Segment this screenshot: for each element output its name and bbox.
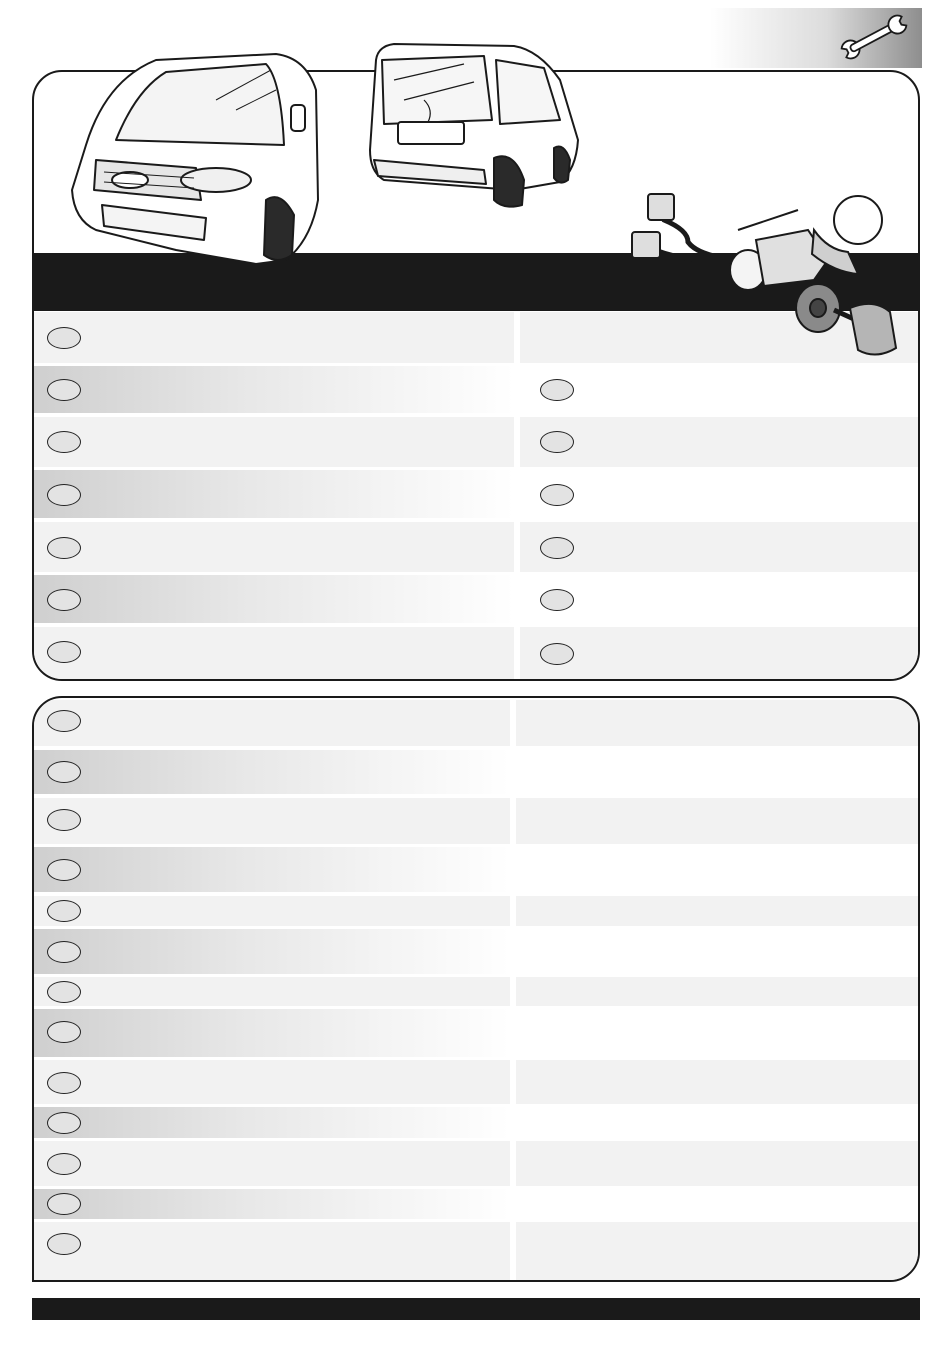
table-row — [520, 575, 920, 623]
table-row — [34, 1060, 510, 1104]
table-row — [34, 847, 510, 892]
item-marker — [47, 809, 81, 831]
van-front-view-illustration — [66, 50, 326, 270]
table-row — [516, 700, 920, 746]
item-marker — [47, 379, 81, 401]
table-row — [34, 977, 510, 1006]
item-marker — [47, 981, 81, 1003]
item-marker — [540, 643, 574, 665]
table-row — [34, 798, 510, 844]
item-marker — [47, 641, 81, 663]
table-row — [34, 366, 514, 413]
item-marker — [47, 1112, 81, 1134]
table-row — [34, 929, 510, 974]
table-row — [520, 627, 920, 680]
table-row — [34, 470, 514, 518]
item-marker — [47, 710, 81, 732]
table-row — [34, 417, 514, 467]
table-row — [516, 977, 920, 1006]
table-row — [34, 1107, 510, 1138]
table-row — [34, 1009, 510, 1057]
item-marker — [540, 537, 574, 559]
item-marker — [47, 761, 81, 783]
table-row — [34, 1141, 510, 1186]
item-marker — [47, 859, 81, 881]
table-row — [34, 700, 510, 746]
table-row — [520, 417, 920, 467]
table-row — [516, 1222, 920, 1280]
wrench-icon — [834, 12, 914, 62]
item-marker — [47, 431, 81, 453]
table-row — [516, 1141, 920, 1186]
item-marker — [47, 537, 81, 559]
item-marker — [47, 484, 81, 506]
table-row — [34, 627, 514, 680]
footer-bar — [32, 1298, 920, 1320]
item-marker — [540, 379, 574, 401]
table-row — [516, 1060, 920, 1104]
table-row — [520, 470, 920, 518]
item-marker — [540, 431, 574, 453]
item-marker — [47, 327, 81, 349]
item-marker — [540, 484, 574, 506]
parts-list-panel — [32, 696, 920, 1282]
table-row — [34, 1189, 510, 1219]
table-row — [520, 522, 920, 572]
item-marker — [47, 900, 81, 922]
item-marker — [47, 1021, 81, 1043]
item-marker — [47, 1233, 81, 1255]
item-marker — [540, 589, 574, 611]
table-row — [34, 575, 514, 623]
table-row — [516, 896, 920, 926]
item-marker — [47, 941, 81, 963]
item-marker — [47, 589, 81, 611]
van-rear-view-illustration — [364, 40, 590, 208]
item-marker — [47, 1072, 81, 1094]
table-row — [34, 312, 514, 363]
item-marker — [47, 1153, 81, 1175]
table-row — [520, 366, 920, 413]
table-row — [516, 798, 920, 844]
table-row — [34, 522, 514, 572]
item-marker — [47, 1193, 81, 1215]
table-row — [34, 896, 510, 926]
table-row — [34, 750, 510, 794]
towbar-wiring-kit-illustration — [628, 190, 910, 362]
table-row — [34, 1222, 510, 1280]
